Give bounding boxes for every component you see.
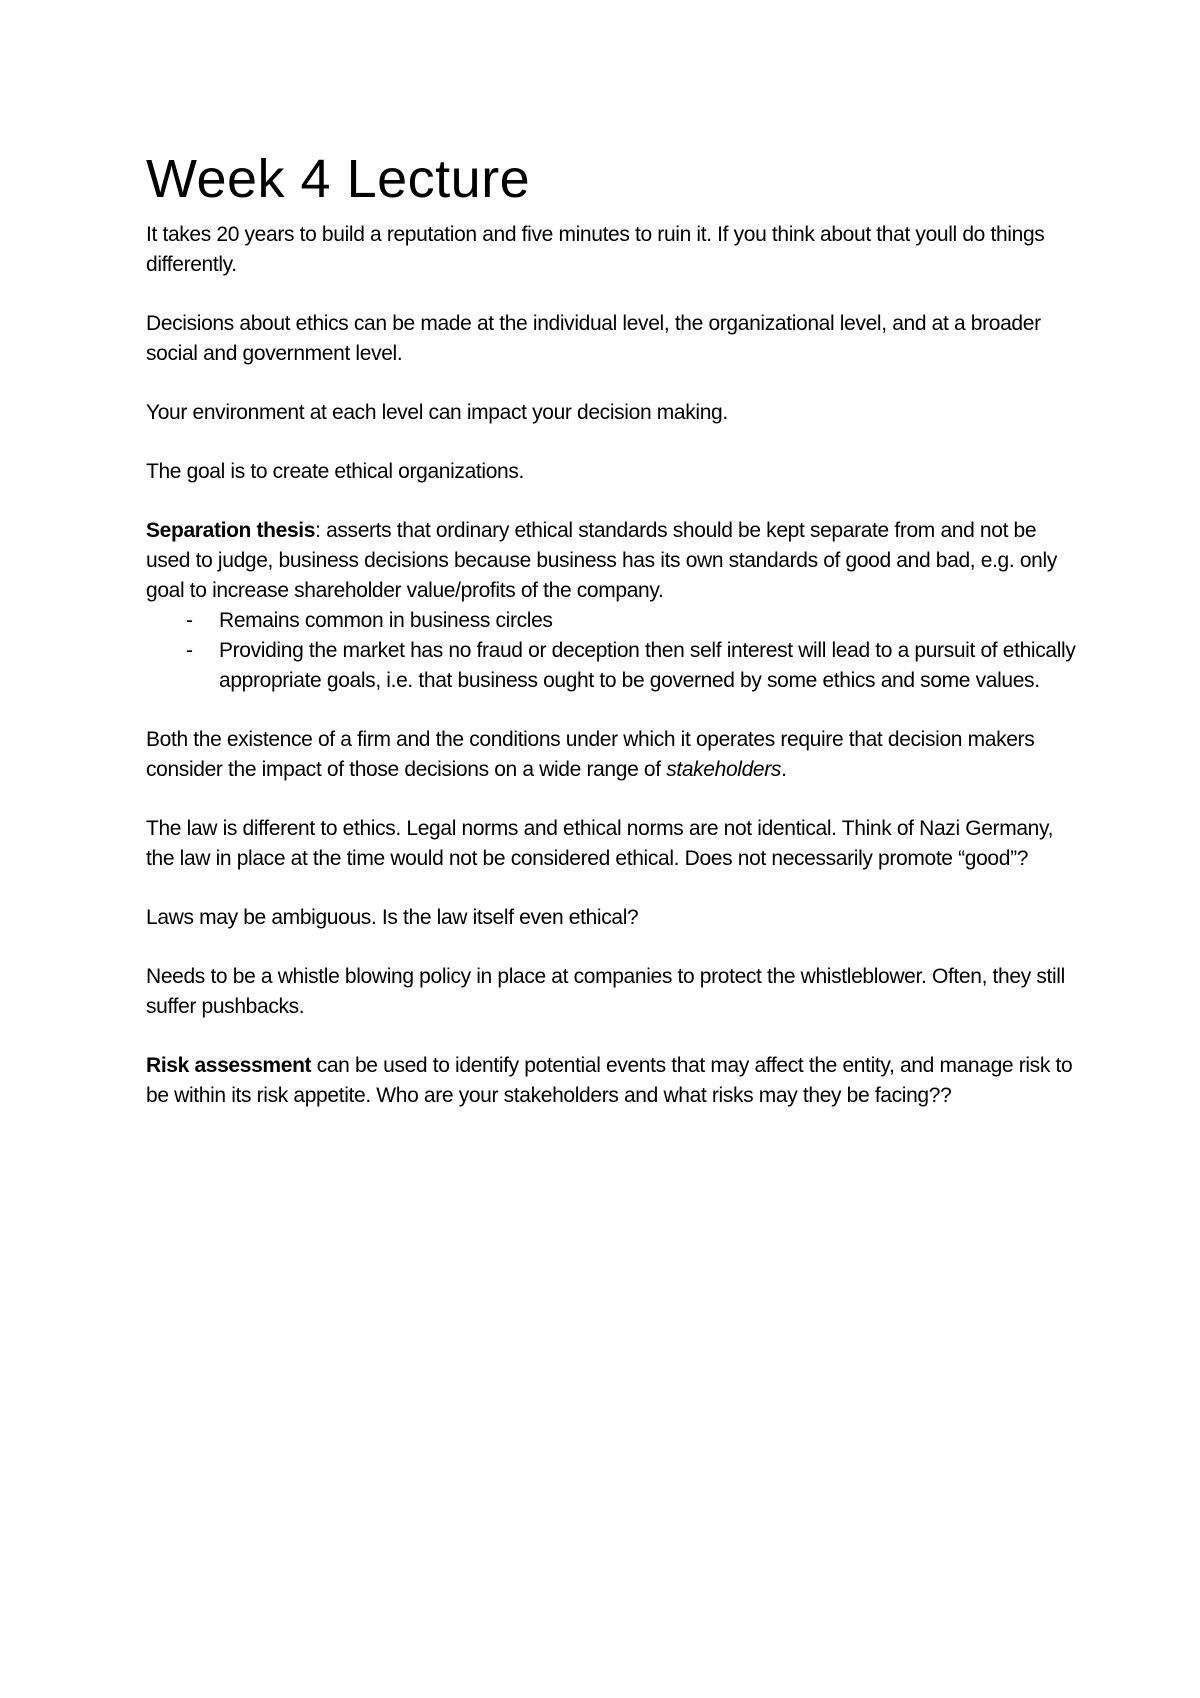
page-title: Week 4 Lecture — [146, 149, 531, 209]
paragraph-risk-assessment — [146, 1051, 1076, 1111]
separation-thesis-text: : asserts that ordinary ethical standards should be kept separate from and not be used to judge, business decisions because business has its own standards of good and bad, e.g. only goal to increase shareholder value/profits of the company. — [146, 519, 1057, 602]
paragraph-reputation: It takes 20 years to build a reputation and five minutes to ruin it. If you think about that youll do things differently. — [146, 223, 1045, 276]
paragraph-whistleblowing: Needs to be a whistle blowing policy in place at companies to protect the whistleblower. Often, they still suffer pushbacks. — [146, 965, 1065, 1018]
paragraph-decision-levels: Decisions about ethics can be made at the individual level, the organizational level, and at a broader social and government level. — [146, 312, 1041, 365]
stakeholders-text-before: Both the existence of a firm and the conditions under which it operates require that decision makers consider the impact of those decisions on a wide range of — [146, 728, 1035, 781]
separation-thesis-list — [146, 606, 1076, 696]
paragraph-ambiguous-laws: Laws may be ambiguous. Is the law itself even ethical? — [146, 906, 639, 929]
paragraph-law-vs-ethics: The law is different to ethics. Legal norms and ethical norms are not identical. Think of Nazi Germany, the law in place at the time would not be considered ethical. Does not necessarily promote “good”? — [146, 817, 1054, 870]
document-body — [146, 148, 1076, 1140]
list-item-text: Providing the market has no fraud or deception then self interest will lead to a pursuit of ethically appropriate goals, i.e. that business ought to be governed by some ethics and some values. — [219, 639, 1076, 692]
list-item-text: Remains common in business circles — [219, 609, 553, 632]
paragraph-environment: Your environment at each level can impact your decision making. — [146, 401, 728, 424]
risk-assessment-text: can be used to identify potential events that may affect the entity, and manage risk to be within its risk appetite. Who are your stakeholders and what risks may they be facing?? — [146, 1054, 1073, 1107]
term-separation-thesis: Separation thesis — [146, 519, 316, 542]
term-stakeholders: stakeholders — [666, 758, 782, 781]
term-risk-assessment: Risk assessment — [146, 1054, 312, 1077]
paragraph-separation-thesis — [146, 516, 1076, 606]
dash-bullet: - — [186, 639, 193, 662]
list-item — [146, 606, 1076, 636]
list-item — [146, 636, 1076, 696]
dash-bullet: - — [186, 609, 193, 632]
paragraph-goal: The goal is to create ethical organizations. — [146, 460, 524, 483]
paragraph-stakeholders — [146, 725, 1076, 785]
stakeholders-text-after: . — [781, 758, 787, 781]
